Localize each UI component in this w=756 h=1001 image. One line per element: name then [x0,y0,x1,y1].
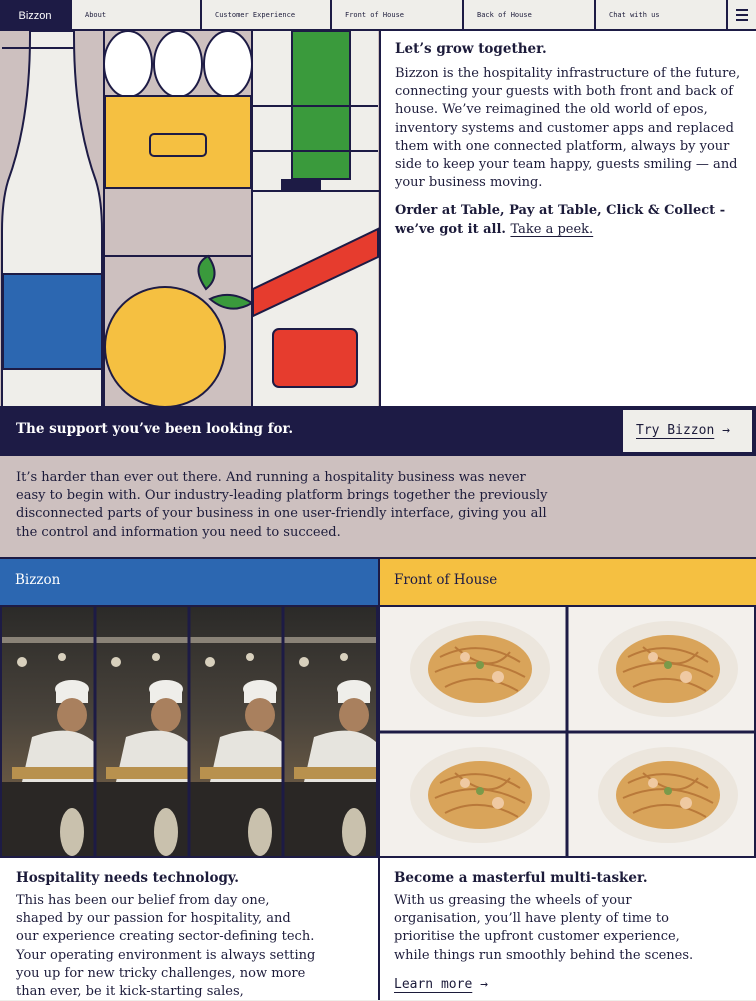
yellow-box-icon [105,96,251,188]
pasta-photo [378,607,756,856]
banner-title: The support you’ve been looking for. [16,421,294,437]
bizzon-column-header: Bizzon [0,559,378,607]
nav-item-chat-with-us[interactable]: Chat with us [594,0,728,31]
nav-item-about[interactable]: About [70,0,202,31]
hero-heading: Let’s grow together. [395,41,547,57]
bizzon-column-text [0,856,378,1000]
menu-icon[interactable] [726,0,756,31]
front-of-house-column-title: Become a masterful multi-tasker. [394,870,648,886]
learn-more-label: Learn more [394,976,473,992]
front-of-house-column-header: Front of House [378,559,756,607]
hero-text-panel [379,31,756,408]
brand-logo[interactable]: Bizzon [0,0,70,31]
learn-more-link[interactable] [394,977,740,992]
nav-item-back-of-house[interactable]: Back of House [462,0,596,31]
nav-item-front-of-house[interactable]: Front of House [330,0,464,31]
carton-icon [252,191,378,408]
front-of-house-column-text [378,856,756,1000]
pasta-image [380,607,756,856]
hero-body: Bizzon is the hospitality infrastructure of the future, connecting your guests with both front and back of house. We’ve reimagined the old world of epos, inventory systems and customer apps and replaced them with one connected platform, always by your side to keep your team happy, guests smiling — and your business moving. [395,66,741,191]
front-of-house-column-body: With us greasing the wheels of your organisation, you’ll have plenty of time to prioritise the upfront customer experience, while things run smoothly behind the scenes. [394,893,694,963]
groceries-illustration [0,31,379,408]
intro-text: It’s harder than ever out there. And running a hospitality business was never easy to begin with. Our industry-leading platform brings together the previously disconnected parts of your business in one user-friendly interface, giving you all the control and information you need to succeed. [16,470,548,540]
arrow-right-icon: → [722,423,730,438]
chef-photo [0,607,378,856]
try-bizzon-button[interactable] [621,408,754,454]
hero-illustration [0,31,379,408]
intro-section [0,456,756,559]
hero-cta-text: Order at Table, Pay at Table, Click & Collect - we’ve got it all. [395,203,726,237]
nav-item-customer-experience[interactable]: Customer Experience [200,0,332,31]
take-a-peek-link[interactable]: Take a peek. [510,221,594,237]
arrow-right-icon: → [480,976,488,992]
celery-icon [253,31,378,191]
eggs-icon [104,31,252,97]
bizzon-column-title: Hospitality needs technology. [16,870,239,886]
try-bizzon-label: Try Bizzon [636,423,715,438]
bizzon-column-body: This has been our belief from day one, shaped by our passion for hospitality, and our experience creating sector-defining tech. Your operating environment is always setting you up for new tricky challenges, now more than ever, be it kick-starting sales, [16,893,316,1000]
chef-image [0,607,378,856]
hero-cta [395,202,742,238]
